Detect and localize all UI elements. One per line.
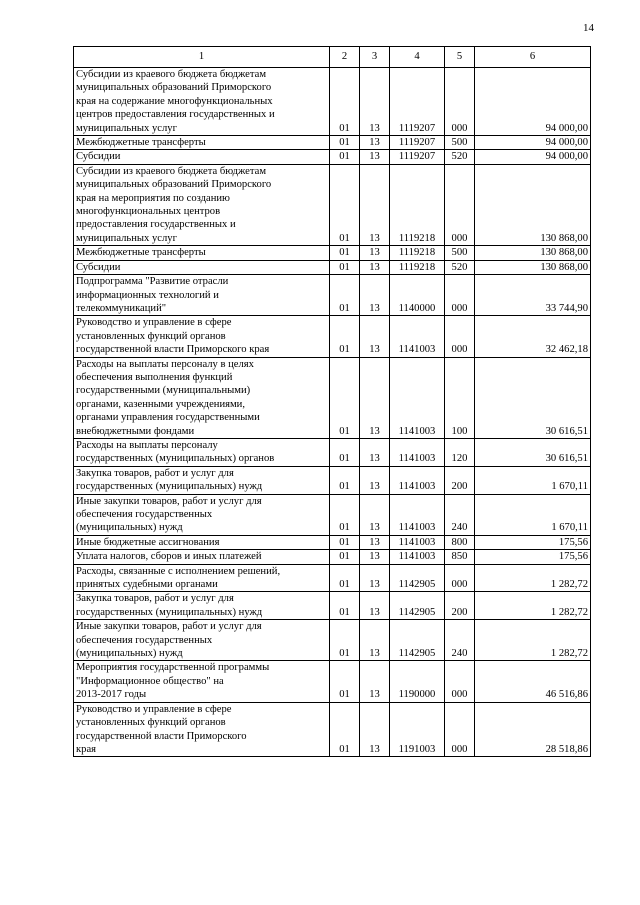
section-code: 01 [339,151,350,163]
section-code-cell [330,164,360,245]
row-name-cell [74,68,330,136]
amount: 46 516,86 [545,689,588,701]
row-name: Уплата налогов, сборов и иных платежей [76,551,262,563]
section-code-cell [330,150,360,164]
target-article-code: 1141003 [398,551,436,563]
expense-type-code-cell [445,620,475,661]
row-name-cell [74,136,330,150]
target-article-code-cell [390,466,445,494]
subsection-code-cell [360,535,390,549]
amount-cell [475,564,591,592]
target-article-code-cell [390,136,445,150]
amount-cell [475,702,591,757]
expense-type-code-cell [445,466,475,494]
expense-type-code: 500 [451,137,468,149]
expense-type-code: 500 [451,247,468,259]
amount-cell [475,316,591,357]
subsection-code: 13 [369,648,380,660]
subsection-code-cell [360,150,390,164]
amount: 1 670,11 [551,481,588,493]
subsection-code: 13 [369,151,380,163]
subsection-code-cell [360,260,390,274]
section-code-cell [330,535,360,549]
subsection-code-cell [360,494,390,535]
budget-table [73,46,591,757]
target-article-code-cell [390,592,445,620]
column-header-2: 2 [330,47,360,68]
target-article-code: 1141003 [398,536,436,548]
expense-type-code: 000 [451,743,468,755]
subsection-code-cell [360,357,390,438]
row-name: Закупка товаров, работ и услуг для государственных (муниципальных) нужд [76,593,263,618]
amount: 33 744,90 [545,302,588,314]
expense-type-code: 120 [451,453,468,465]
subsection-code-cell [360,661,390,702]
row-name: Расходы на выплаты персоналу государственных (муниципальных) органов [76,439,275,465]
section-code: 01 [339,579,350,591]
row-name: Иные закупки товаров, работ и услуг для обеспечения государственных (муниципальных) нужд [76,621,262,660]
table-row [74,357,591,438]
table-row [74,466,591,494]
amount: 32 462,18 [545,344,588,356]
expense-type-code: 200 [451,481,468,493]
expense-type-code: 240 [451,522,468,534]
table-row [74,275,591,316]
section-code: 01 [339,481,350,493]
row-name: Субсидии из краевого бюджета бюджетам муниципальных образований Приморского края на содержание многофункциональных центров предоставления государственных и муниципальных услуг [76,69,275,134]
section-code-cell [330,592,360,620]
section-code-cell [330,620,360,661]
section-code-cell [330,466,360,494]
row-name: Расходы на выплаты персоналу в целях обеспечения выполнения функций государственными (муниципальными) органами, казенными учреждениями, органами управления государственными внебюджетными фондами [76,358,260,437]
amount-cell [475,494,591,535]
section-code-cell [330,275,360,316]
row-name-cell [74,316,330,357]
expense-type-code: 000 [451,232,468,244]
subsection-code: 13 [369,247,380,259]
table-row [74,260,591,274]
target-article-code: 1140000 [398,302,436,314]
section-code: 01 [339,648,350,660]
expense-type-code-cell [445,535,475,549]
subsection-code: 13 [369,481,380,493]
column-header-4: 4 [390,47,445,68]
amount-cell [475,620,591,661]
target-article-code-cell [390,246,445,260]
target-article-code: 1141003 [398,453,436,465]
section-code: 01 [339,137,350,149]
row-name: Субсидии [76,151,121,163]
row-name: Руководство и управление в сфере установленных функций органов государственной власти Приморского края [76,317,270,356]
subsection-code: 13 [369,606,380,618]
expense-type-code-cell [445,592,475,620]
amount: 1 282,72 [550,579,588,591]
row-name-cell [74,564,330,592]
amount: 175,56 [558,551,588,563]
column-header-3: 3 [360,47,390,68]
expense-type-code-cell [445,164,475,245]
expense-type-code-cell [445,68,475,136]
target-article-code: 1119207 [398,151,436,163]
row-name-cell [74,275,330,316]
target-article-code-cell [390,535,445,549]
table-row [74,661,591,702]
row-name: Руководство и управление в сфере установленных функций органов государственной власти Приморского края [76,703,247,755]
column-header-5: 5 [445,47,475,68]
section-code-cell [330,246,360,260]
section-code-cell [330,550,360,564]
amount: 30 616,51 [545,425,588,437]
section-code: 01 [339,232,350,244]
section-code: 01 [339,425,350,437]
table-row [74,550,591,564]
subsection-code-cell [360,550,390,564]
target-article-code-cell [390,661,445,702]
amount: 130 868,00 [540,261,588,273]
target-article-code-cell [390,564,445,592]
row-name-cell [74,620,330,661]
subsection-code: 13 [369,232,380,244]
target-article-code-cell [390,164,445,245]
amount: 1 282,72 [550,648,588,660]
section-code-cell [330,661,360,702]
amount: 94 000,00 [545,151,588,163]
amount-cell [475,592,591,620]
amount-cell [475,466,591,494]
table-row [74,136,591,150]
target-article-code-cell [390,438,445,466]
section-code: 01 [339,606,350,618]
section-code-cell [330,357,360,438]
amount: 94 000,00 [545,122,588,134]
expense-type-code: 850 [451,551,468,563]
table-row [74,164,591,245]
target-article-code-cell [390,260,445,274]
expense-type-code-cell [445,702,475,757]
expense-type-code: 000 [451,344,468,356]
subsection-code-cell [360,316,390,357]
expense-type-code: 000 [451,302,468,314]
target-article-code: 1119207 [398,137,436,149]
subsection-code: 13 [369,122,380,134]
target-article-code: 1142905 [398,606,436,618]
amount: 1 670,11 [551,522,588,534]
expense-type-code: 000 [451,579,468,591]
amount-cell [475,550,591,564]
budget-table-body [74,47,591,757]
expense-type-code: 100 [451,425,468,437]
target-article-code: 1119218 [398,261,436,273]
amount-cell [475,246,591,260]
subsection-code: 13 [369,743,380,755]
row-name-cell [74,466,330,494]
subsection-code: 13 [369,302,380,314]
amount: 1 282,72 [550,606,588,618]
target-article-code: 1119218 [398,232,436,244]
subsection-code: 13 [369,522,380,534]
section-code: 01 [339,261,350,273]
table-row [74,592,591,620]
section-code-cell [330,136,360,150]
expense-type-code: 520 [451,151,468,163]
row-name: Расходы, связанные с исполнением решений, принятых судебными органами [76,565,281,591]
target-article-code-cell [390,702,445,757]
target-article-code: 1119207 [398,122,436,134]
expense-type-code-cell [445,150,475,164]
section-code-cell [330,494,360,535]
section-code-cell [330,438,360,466]
expense-type-code: 000 [451,689,468,701]
target-article-code: 1141003 [398,425,436,437]
amount-cell [475,357,591,438]
expense-type-code: 200 [451,606,468,618]
subsection-code-cell [360,702,390,757]
row-name-cell [74,550,330,564]
target-article-code-cell [390,620,445,661]
row-name: Субсидии из краевого бюджета бюджетам муниципальных образований Приморского края на мероприятия по созданию многофункциональных центров предоставления государственных и муниципальных услуг [76,165,272,244]
amount: 28 518,86 [545,743,588,755]
expense-type-code-cell [445,661,475,702]
subsection-code: 13 [369,344,380,356]
amount-cell [475,438,591,466]
section-code: 01 [339,522,350,534]
target-article-code-cell [390,150,445,164]
expense-type-code: 240 [451,648,468,660]
row-name-cell [74,661,330,702]
amount-cell [475,535,591,549]
section-code-cell [330,564,360,592]
table-row [74,438,591,466]
row-name-cell [74,246,330,260]
section-code-cell [330,702,360,757]
page-number: 14 [583,22,594,34]
expense-type-code-cell [445,357,475,438]
row-name-cell [74,438,330,466]
amount: 130 868,00 [540,232,588,244]
expense-type-code-cell [445,564,475,592]
target-article-code: 1141003 [398,522,436,534]
row-name: Закупка товаров, работ и услуг для государственных (муниципальных) нужд [76,467,263,493]
subsection-code-cell [360,68,390,136]
table-row [74,535,591,549]
subsection-code: 13 [369,689,380,701]
row-name-cell [74,150,330,164]
section-code: 01 [339,247,350,259]
amount-cell [475,164,591,245]
table-row [74,150,591,164]
row-name: Межбюджетные трансферты [76,247,206,259]
table-row [74,702,591,757]
row-name: Межбюджетные трансферты [76,137,206,149]
subsection-code: 13 [369,536,380,548]
amount: 130 868,00 [540,247,588,259]
target-article-code: 1141003 [398,344,436,356]
subsection-code-cell [360,438,390,466]
amount-cell [475,136,591,150]
row-name: Иные бюджетные ассигнования [76,536,220,548]
row-name: Иные закупки товаров, работ и услуг для обеспечения государственных (муниципальных) нужд [76,495,262,534]
row-name-cell [74,702,330,757]
subsection-code-cell [360,620,390,661]
section-code: 01 [339,743,350,755]
row-name-cell [74,164,330,245]
target-article-code: 1141003 [398,481,436,493]
expense-type-code: 800 [451,536,468,548]
row-name-cell [74,357,330,438]
target-article-code: 1119218 [398,247,436,259]
subsection-code: 13 [369,453,380,465]
expense-type-code-cell [445,494,475,535]
section-code: 01 [339,536,350,548]
table-row [74,246,591,260]
row-name: Субсидии [76,261,121,273]
amount: 94 000,00 [545,137,588,149]
subsection-code-cell [360,246,390,260]
table-row [74,564,591,592]
subsection-code: 13 [369,579,380,591]
subsection-code-cell [360,136,390,150]
amount-cell [475,68,591,136]
target-article-code-cell [390,316,445,357]
target-article-code: 1191003 [398,743,436,755]
amount: 175,56 [558,536,588,548]
expense-type-code-cell [445,316,475,357]
table-row [74,68,591,136]
target-article-code-cell [390,357,445,438]
section-code: 01 [339,302,350,314]
row-name: Подпрограмма "Развитие отрасли информационных технологий и телекоммуникаций" [76,276,229,314]
section-code: 01 [339,453,350,465]
table-row [74,494,591,535]
expense-type-code-cell [445,438,475,466]
amount-cell [475,150,591,164]
section-code-cell [330,68,360,136]
section-code: 01 [339,122,350,134]
row-name-cell [74,260,330,274]
subsection-code-cell [360,275,390,316]
target-article-code-cell [390,494,445,535]
target-article-code-cell [390,550,445,564]
table-row [74,316,591,357]
subsection-code: 13 [369,137,380,149]
amount-cell [475,275,591,316]
section-code-cell [330,260,360,274]
row-name-cell [74,592,330,620]
subsection-code: 13 [369,551,380,563]
subsection-code: 13 [369,261,380,273]
target-article-code-cell [390,68,445,136]
subsection-code-cell [360,164,390,245]
subsection-code: 13 [369,425,380,437]
subsection-code-cell [360,466,390,494]
header-row [74,47,591,68]
expense-type-code: 000 [451,122,468,134]
amount-cell [475,661,591,702]
row-name-cell [74,494,330,535]
expense-type-code-cell [445,136,475,150]
section-code: 01 [339,344,350,356]
expense-type-code-cell [445,246,475,260]
column-header-6: 6 [475,47,591,68]
section-code: 01 [339,551,350,563]
amount-cell [475,260,591,274]
expense-type-code-cell [445,275,475,316]
column-header-1: 1 [74,47,330,68]
subsection-code-cell [360,592,390,620]
target-article-code-cell [390,275,445,316]
row-name: Мероприятия государственной программы "Информационное общество" на 2013-2017 годы [76,662,270,701]
target-article-code: 1142905 [398,579,436,591]
row-name-cell [74,535,330,549]
expense-type-code: 520 [451,261,468,273]
expense-type-code-cell [445,550,475,564]
expense-type-code-cell [445,260,475,274]
section-code: 01 [339,689,350,701]
table-row [74,620,591,661]
target-article-code: 1142905 [398,648,436,660]
amount: 30 616,51 [545,453,588,465]
subsection-code-cell [360,564,390,592]
target-article-code: 1190000 [398,689,436,701]
section-code-cell [330,316,360,357]
